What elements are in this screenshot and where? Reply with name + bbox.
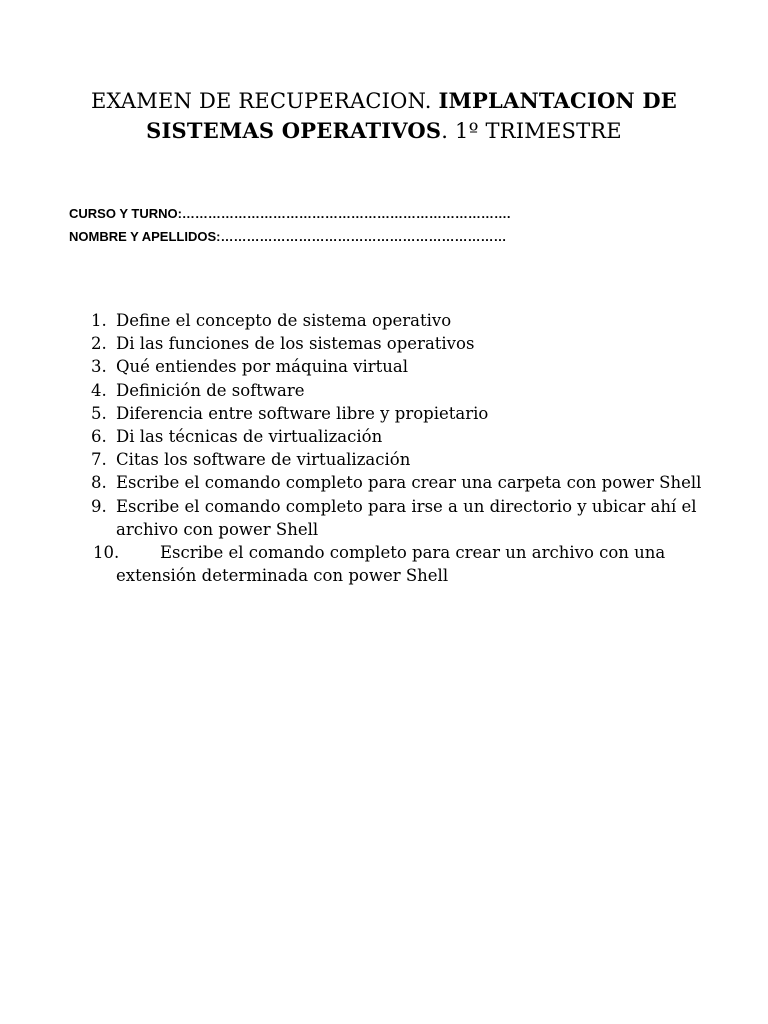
exam-term: . 1º TRIMESTRE: [441, 119, 622, 143]
question-text: Di las técnicas de virtualización: [116, 427, 383, 447]
question-item: [91, 309, 711, 332]
question-text: Di las funciones de los sistemas operativos: [116, 334, 475, 354]
question-text: Qué entiendes por máquina virtual: [116, 357, 409, 377]
question-item: [91, 495, 711, 541]
question-number: 10.: [93, 543, 120, 563]
question-text: Citas los software de virtualización: [116, 450, 411, 470]
question-number: 8.: [91, 473, 107, 493]
question-number: 6.: [91, 427, 107, 447]
question-text: Definición de software: [116, 380, 305, 400]
question-number: 7.: [91, 450, 107, 470]
question-number: 4.: [91, 380, 107, 400]
question-text: Escribe el comando completo para crear un archivo con una extensión determinada con power Shell: [116, 543, 666, 586]
question-number: 5.: [91, 403, 107, 423]
question-number: 2.: [91, 334, 107, 354]
question-item: [91, 448, 711, 471]
exam-title: [40, 86, 728, 146]
name-field: NOMBRE Y APELLIDOS:…………………………………………………………: [69, 229, 507, 244]
course-field: CURSO Y TURNO:………………………………………………………………….: [69, 206, 511, 221]
question-number: 1.: [91, 311, 107, 330]
question-item: [91, 541, 711, 587]
exam-subject: IMPLANTACION DE SISTEMAS OPERATIVOS: [146, 88, 677, 143]
question-item: [91, 379, 711, 402]
question-number: 9.: [91, 496, 107, 516]
student-fields: [69, 202, 511, 248]
question-text: Define el concepto de sistema operativo: [116, 311, 452, 330]
exam-title-prefix: EXAMEN DE RECUPERACION.: [91, 89, 439, 113]
question-item: [91, 332, 711, 355]
question-text: Escribe el comando completo para crear una carpeta con power Shell: [116, 473, 702, 493]
question-list: [91, 309, 711, 587]
question-number: 3.: [91, 357, 107, 377]
question-item: [91, 425, 711, 448]
question-item: [91, 471, 711, 494]
question-text: Escribe el comando completo para irse a un directorio y ubicar ahí el archivo con power Shell: [116, 496, 697, 539]
question-item: [91, 355, 711, 378]
question-item: [91, 402, 711, 425]
question-text: Diferencia entre software libre y propietario: [116, 403, 489, 423]
